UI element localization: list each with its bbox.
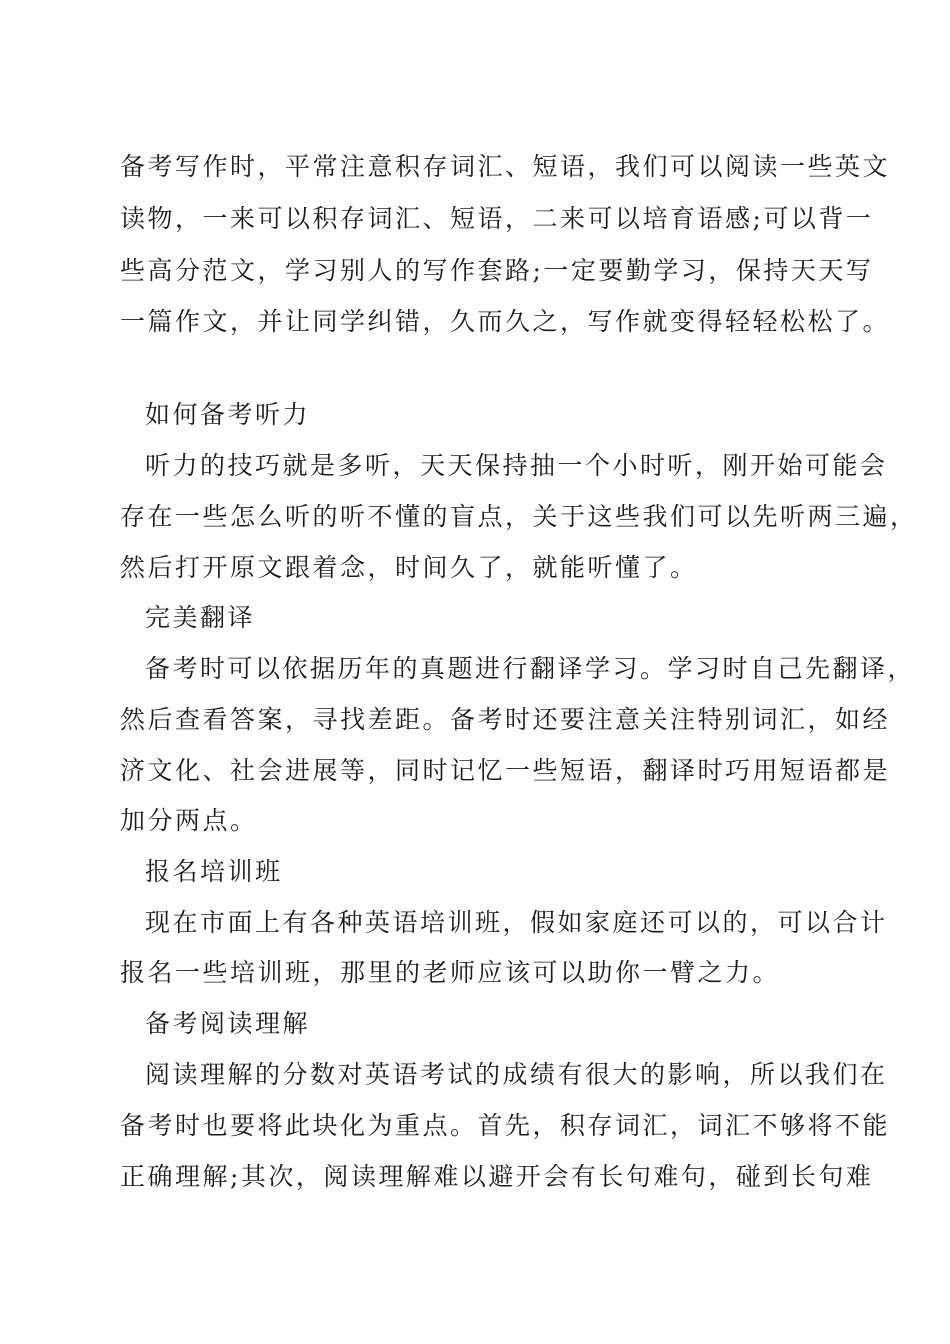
paragraph-line: 一篇作文，并让同学纠错，久而久之，写作就变得轻轻松松了。 bbox=[120, 307, 891, 336]
paragraph-line: 阅读理解的分数对英语考试的成绩有很大的影响，所以我们在 bbox=[145, 1060, 888, 1089]
paragraph-line: 些高分范文，学习别人的写作套路;一定要勤学习，保持天天写 bbox=[120, 256, 874, 285]
paragraph-line: 听力的技巧就是多听，天天保持抽一个小时听，刚开始可能会 bbox=[145, 451, 888, 480]
paragraph-line: 报名一些培训班，那里的老师应该可以助你一臂之力。 bbox=[120, 958, 781, 987]
paragraph-line: 备考时也要将此块化为重点。首先，积存词汇，词汇不够将不能 bbox=[120, 1111, 891, 1140]
section-heading: 报名培训班 bbox=[145, 857, 283, 886]
paragraph-line: 正确理解;其次，阅读理解难以避开会有长句难句，碰到长句难 bbox=[120, 1162, 874, 1191]
section-heading: 完美翻译 bbox=[145, 603, 256, 632]
section-heading: 备考阅读理解 bbox=[145, 1009, 311, 1038]
paragraph-line: 读物，一来可以积存词汇、短语，二来可以培育语感;可以背一 bbox=[120, 204, 874, 233]
paragraph-line: 备考时可以依据历年的真题进行翻译学习。学习时自己先翻译， bbox=[145, 654, 916, 683]
section-heading: 如何备考听力 bbox=[145, 400, 311, 429]
paragraph-line: 然后打开原文跟着念，时间久了，就能听懂了。 bbox=[120, 553, 698, 582]
paragraph-line: 然后查看答案，寻找差距。备考时还要注意关注特别词汇，如经 bbox=[120, 705, 891, 734]
paragraph-line: 存在一些怎么听的听不懂的盲点，关于这些我们可以先听两三遍， bbox=[120, 502, 918, 531]
paragraph-line: 备考写作时，平常注意积存词汇、短语，我们可以阅读一些英文 bbox=[120, 152, 891, 181]
paragraph-line: 济文化、社会进展等，同时记忆一些短语，翻译时巧用短语都是 bbox=[120, 756, 891, 785]
paragraph-line: 加分两点。 bbox=[120, 806, 258, 835]
paragraph-line: 现在市面上有各种英语培训班，假如家庭还可以的，可以合计 bbox=[145, 908, 888, 937]
